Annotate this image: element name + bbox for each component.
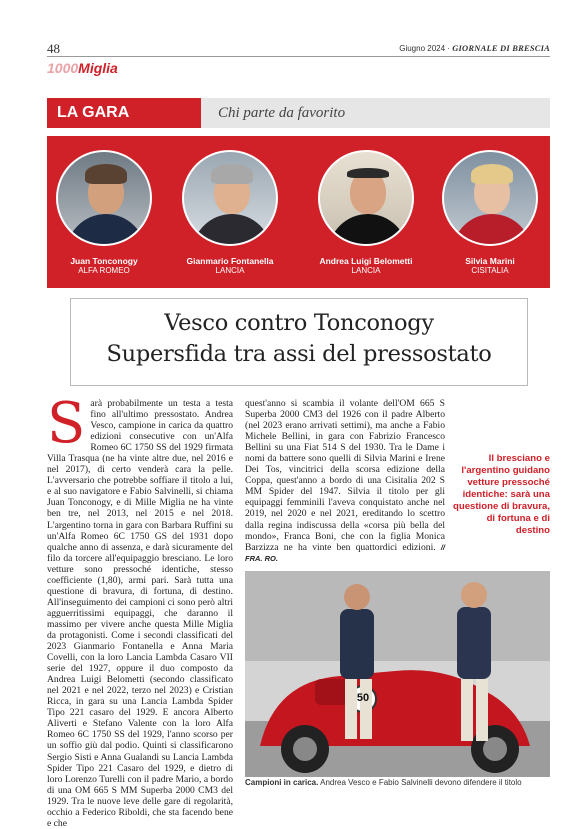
photo-caption [245, 778, 550, 787]
headline-line-1: Vesco contro Tonconogy [164, 310, 434, 336]
headline [70, 308, 528, 370]
favorite-caption [435, 256, 545, 276]
section-logo-number: 1000 [47, 60, 79, 76]
issue-date: Giugno 2024 [399, 44, 446, 53]
masthead-separator: · [447, 44, 450, 53]
pull-quote: Il bresciano e l'argentino guidano vetture pressoché identiche: sarà una questione di bravura, di fortuna e di destino [452, 453, 550, 536]
favorite-team: LANCIA [351, 266, 381, 275]
article-column-2 [245, 398, 445, 564]
caption-text: Andrea Vesco e Fabio Salvinelli devono difendere il titolo [318, 778, 522, 787]
favorite-team: LANCIA [215, 266, 245, 275]
section-subtitle: Chi parte da favorito [218, 105, 346, 121]
favorite-name: Silvia Marini [465, 256, 515, 266]
cover-photo [245, 571, 550, 777]
newspaper-name: GIORNALE DI BRESCIA [452, 43, 550, 53]
photo-illustration [245, 571, 550, 777]
favorite-caption [49, 256, 159, 276]
favorite-name: Gianmario Fontanella [186, 256, 274, 266]
section-logo [47, 60, 118, 76]
favorite-team: ALFA ROMEO [78, 266, 130, 275]
favorite-portrait [318, 150, 414, 246]
section-logo-word: Miglia [78, 60, 118, 76]
favorite-portrait [442, 150, 538, 246]
masthead [399, 43, 550, 53]
favorite-team: CISITALIA [471, 266, 509, 275]
favorite-portrait [56, 150, 152, 246]
favorite-caption [175, 256, 285, 276]
caption-bold: Campioni in carica. [245, 778, 319, 787]
article-text-1: arà probabilmente un testa a testa fino all'ultimo pressostato. Andrea Vesco, campione in carica da quattro edizioni consecutive con un'Alfa Romeo 6C 1750 SS del 1929 firmata Villa Trasqua (ne ha vinte altre due, nel 2016 e nel 2017), di certo venderà cara la pelle. L'avversario che potrebbe soffiare il titolo a lui, e al suo navigatore e Fabio Salvinelli, si chiama Juan Tonconogy, e di Mille Miglia ne ha vinte ben tre, nel 2013, nel 2015 e nel 2018. L'argentino torna in gara con Barbara Ruffini su un'Alfa Romeo 6C 1750 GS del 1931 dopo qualche anno di assenza, e darà sicuramente del filo da torcere all'equipaggio bresciano. Le loro vetture sono pressoché identiche, stesso coefficiente (1,80), armi pari. Sarà tutta una questione di bravura, di fortuna, di destino. All'inseguimento dei campioni ci sono però altri agguerritissimi equipaggi, che daranno il massimo per vivere anche questa Mille Miglia da protagonisti. Come i secondi classificati del 2023 Gianmario Fontanella e Anna Maria Covelli, con la loro Lancia Lambda Casaro VII serie del 1927, oppure il duo composto da Andrea Luigi Belometti (secondo classificato nel 2021 e nel 2022, terzo nel 2023) e Cristian Ricca, in gara su una Lancia Lambda Spider Tipo 221 casaro del 1929. E ancora Alberto Aliverti e Stefano Valente con la loro Alfa Romeo 6C 1750 SS del 1929, l'anno scorso per un soffio giù dal podio. Quinti si classificarono Sergio Sisti e Anna Gualandi su Lancia Lambda Spider Tipo 221 Casaro del 1929, e dietro di loro Lorenzo Turelli con il padre Mario, a bordo di una OM 665 S MM Superba 2000 CM3 del 1929. Tra le nuove leve delle gare di regolarità, occhio a Federico Riboldi, che sta facendo bene e che [47, 398, 233, 829]
favorite-name: Andrea Luigi Belometti [319, 256, 413, 266]
page-number: 48 [47, 41, 60, 56]
car-number-plate: 50 [356, 692, 370, 704]
favorite-name: Juan Tonconogy [70, 256, 138, 266]
article-text-2: quest'anno si scambia il volante dell'OM 665 S Superba 2000 CM3 del 1926 con il padre Alberto (nel 2023 erano arrivati settimi), ma anche a Fabio Michele Bellini, in gara con Fabrizio Francesco Bellini su una Fiat 514 S del 1930. Tra le Dame i nomi da battere sono quelli di Silvia Marini e Irene Dei Tos, vincitrici della scorsa edizione della Coppa, quest'anno a bordo di una Cisitalia 202 S MM Spider del 1947. Silvia il titolo per gli equipaggi femminili l'aveva conquistato anche nel 2019, nel 2020 e nel 2021, ereditando lo scettro dalla regina indiscussa della «corsa più bella del mondo», Franca Boni, che con la figlia Monica Barzizza ne ha vinte ben quattordici edizioni. [245, 398, 445, 553]
headline-line-2: Supersfida tra assi del pressostato [106, 341, 492, 367]
drop-cap: S [47, 391, 86, 456]
favorite-portrait [182, 150, 278, 246]
favorite-caption [311, 256, 421, 276]
header-rule [47, 56, 550, 57]
section-label: LA GARA [47, 98, 201, 128]
author-signature: // FRA. RO. [245, 542, 445, 563]
article-column-1 [47, 391, 233, 829]
